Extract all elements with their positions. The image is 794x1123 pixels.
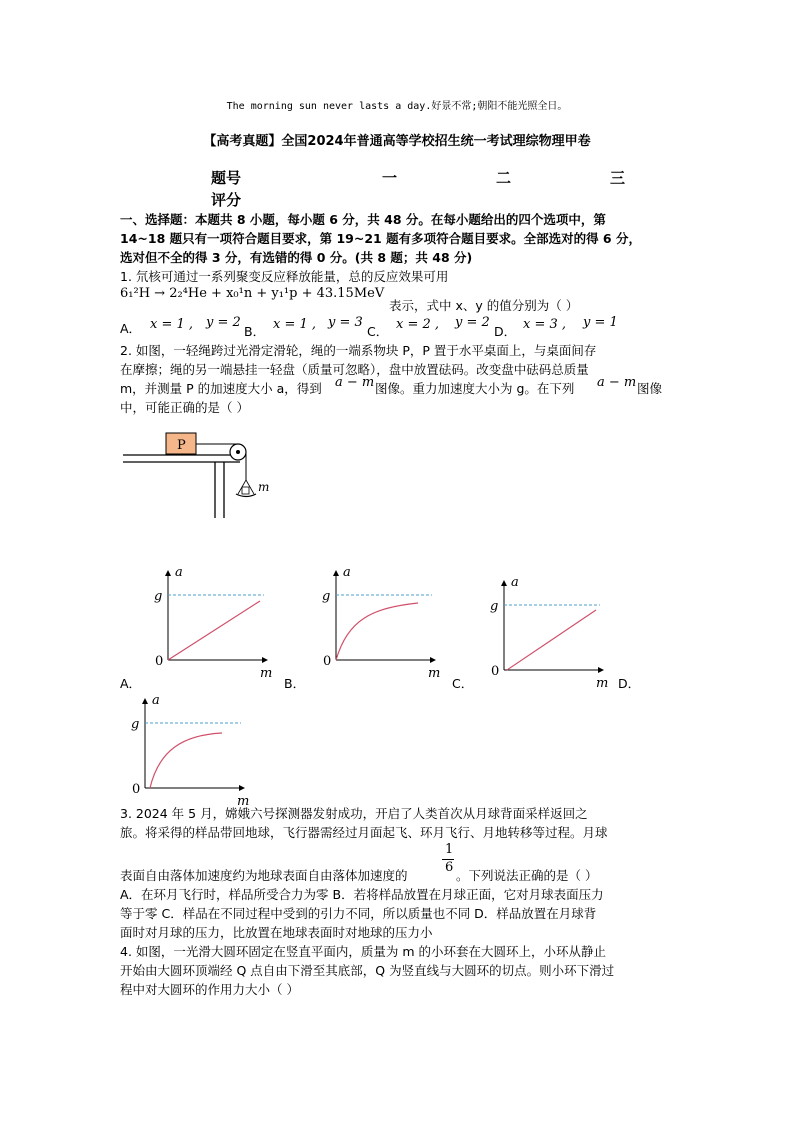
data-curve [168, 601, 260, 660]
x-axis-arrow-icon [239, 785, 245, 791]
motto: The morning sun never lasts a day.好景不常;朝阳不能光照全日。 [226, 101, 568, 112]
option-x-value: x = 2 , [396, 317, 440, 332]
question-4-stem: 开始由大圆环顶端经 Q 点自由下滑至其底部，Q 为竖直线与大圆环的切点。则小环下滑过 [120, 963, 615, 978]
g-label: g [322, 589, 331, 604]
question-2-stem: 在摩擦；绳的另一端悬挂一轻盘（质量可忽略），盘中放置砝码。改变盘中砝码总质量 [120, 362, 589, 377]
graph-d [125, 690, 255, 810]
g-label: g [131, 717, 140, 732]
page-title: 【高考真题】全国2024年普通高等学校招生统一考试理综物理甲卷 [203, 134, 591, 149]
section-heading-line: 14~18 题只有一项符合题目要求，第 19~21 题有多项符合题目要求。全部选对的得 6 分， [120, 231, 641, 246]
option-letter: A． [120, 321, 142, 336]
question-2-stem: 中，可能正确的是（ ） [120, 400, 249, 415]
score-table-row2-label: 评分 [211, 191, 242, 209]
question-1-equation: 6₁²H → 2₂⁴He + x₀¹n + y₁¹p + 43.15MeV [120, 286, 385, 301]
question-3-options: 等于零 C．样品在不同过程中受到的引力不同，所以质量也不同 D．样品放置在月球背 [120, 906, 597, 921]
graph-c [484, 572, 614, 692]
question-1-stem: 表示，式中 x、y 的值分别为（ ） [389, 298, 579, 313]
section-heading-line: 选对但不全的得 3 分，有选错的得 0 分。(共 8 题；共 48 分) [120, 250, 473, 265]
y-axis-label: a [343, 565, 351, 580]
x-axis-arrow-icon [430, 657, 436, 663]
question-4-stem: 4. 如图，一光滑大圆环固定在竖直平面内，质量为 m 的小环套在大圆环上，小环从静止 [120, 944, 607, 959]
score-table-col: 一 [382, 169, 398, 187]
question-3-stem: 3. 2024 年 5 月，嫦娥六号探测器发射成功，开启了人类首次从月球背面采样返回之 [120, 806, 588, 821]
question-2-am-symbol: a − m [597, 375, 637, 390]
x-axis-arrow-icon [598, 667, 604, 673]
y-axis-arrow-icon [501, 580, 507, 586]
question-3-options: A．在环月飞行时，样品所受合力为零 B．若将样品放置在月球正面，它对月球表面压力 [120, 887, 604, 902]
g-label: g [490, 599, 499, 614]
question-2-stem: 2. 如图，一轻绳跨过光滑定滑轮，绳的一端系物块 P，P 置于水平桌面上，与桌面间存 [120, 343, 597, 358]
option-y-value: y = 1 [583, 315, 618, 330]
option-letter: B． [244, 324, 266, 339]
question-2-stem: m，并测量 P 的加速度大小 a，得到 [120, 381, 322, 396]
question-1-stem: 1. 氘核可通过一系列聚变反应释放能量，总的反应效果可用 [120, 269, 449, 284]
option-y-value: y = 2 [455, 315, 490, 330]
option-letter: C． [452, 676, 474, 691]
question-2-stem: 图像 [637, 381, 663, 396]
option-letter: B． [284, 676, 306, 691]
option-x-value: x = 1 , [273, 317, 317, 332]
y-axis-arrow-icon [333, 570, 339, 576]
weight-icon [242, 487, 249, 494]
mass-label: m [258, 480, 270, 494]
option-x-value: x = 3 , [523, 317, 567, 332]
x-axis-label: m [596, 676, 609, 691]
y-axis-label: a [175, 565, 183, 580]
option-y-value: y = 2 [206, 315, 241, 330]
question-3-stem: 。下列说法正确的是（ ） [456, 868, 598, 883]
option-letter: A． [120, 676, 142, 691]
section-heading-line: 一、选择题：本题共 8 小题，每小题 6 分，共 48 分。在每小题给出的四个选项中，第 [120, 212, 606, 227]
question-2-stem: 图像。重力加速度大小为 g。在下列 [375, 381, 575, 396]
y-axis-arrow-icon [142, 698, 148, 704]
fraction-denominator: 6 [445, 860, 454, 875]
origin-label: 0 [491, 664, 500, 679]
x-axis-arrow-icon [262, 657, 268, 663]
block-label: P [177, 438, 186, 453]
option-x-value: x = 1 , [150, 317, 194, 332]
score-table-col: 二 [496, 169, 512, 187]
question-3-options: 面时对月球的压力，比放置在地球表面时对地球的压力小 [120, 925, 433, 940]
data-curve [150, 733, 222, 788]
fraction-numerator: 1 [445, 842, 454, 857]
y-axis-label: a [152, 693, 160, 708]
x-axis-label: m [428, 666, 441, 681]
option-letter: C． [367, 324, 389, 339]
graph-b [316, 562, 446, 682]
origin-label: 0 [132, 782, 141, 797]
option-letter: D． [618, 676, 641, 691]
x-axis-label: m [260, 666, 273, 681]
score-table-row1-label: 题号 [211, 169, 242, 187]
option-y-value: y = 3 [328, 315, 363, 330]
question-2-am-symbol: a − m [335, 375, 375, 390]
origin-label: 0 [155, 654, 164, 669]
option-letter: D． [494, 324, 517, 339]
x-axis-label: m [237, 794, 250, 809]
data-curve [507, 610, 596, 670]
graph-a [148, 562, 278, 682]
origin-label: 0 [323, 654, 332, 669]
score-table-col: 三 [610, 169, 626, 187]
g-label: g [154, 589, 163, 604]
pulley-apparatus-figure [118, 428, 288, 518]
data-curve [336, 603, 418, 660]
question-4-stem: 程中对大圆环的作用力大小（ ） [120, 982, 299, 997]
y-axis-arrow-icon [165, 570, 171, 576]
question-3-stem: 表面自由落体加速度约为地球表面自由落体加速度的 [120, 868, 408, 883]
question-3-stem: 旅。将采得的样品带回地球，飞行器需经过月面起飞、环月飞行、月地转移等过程。月球 [120, 825, 608, 840]
y-axis-label: a [511, 575, 519, 590]
